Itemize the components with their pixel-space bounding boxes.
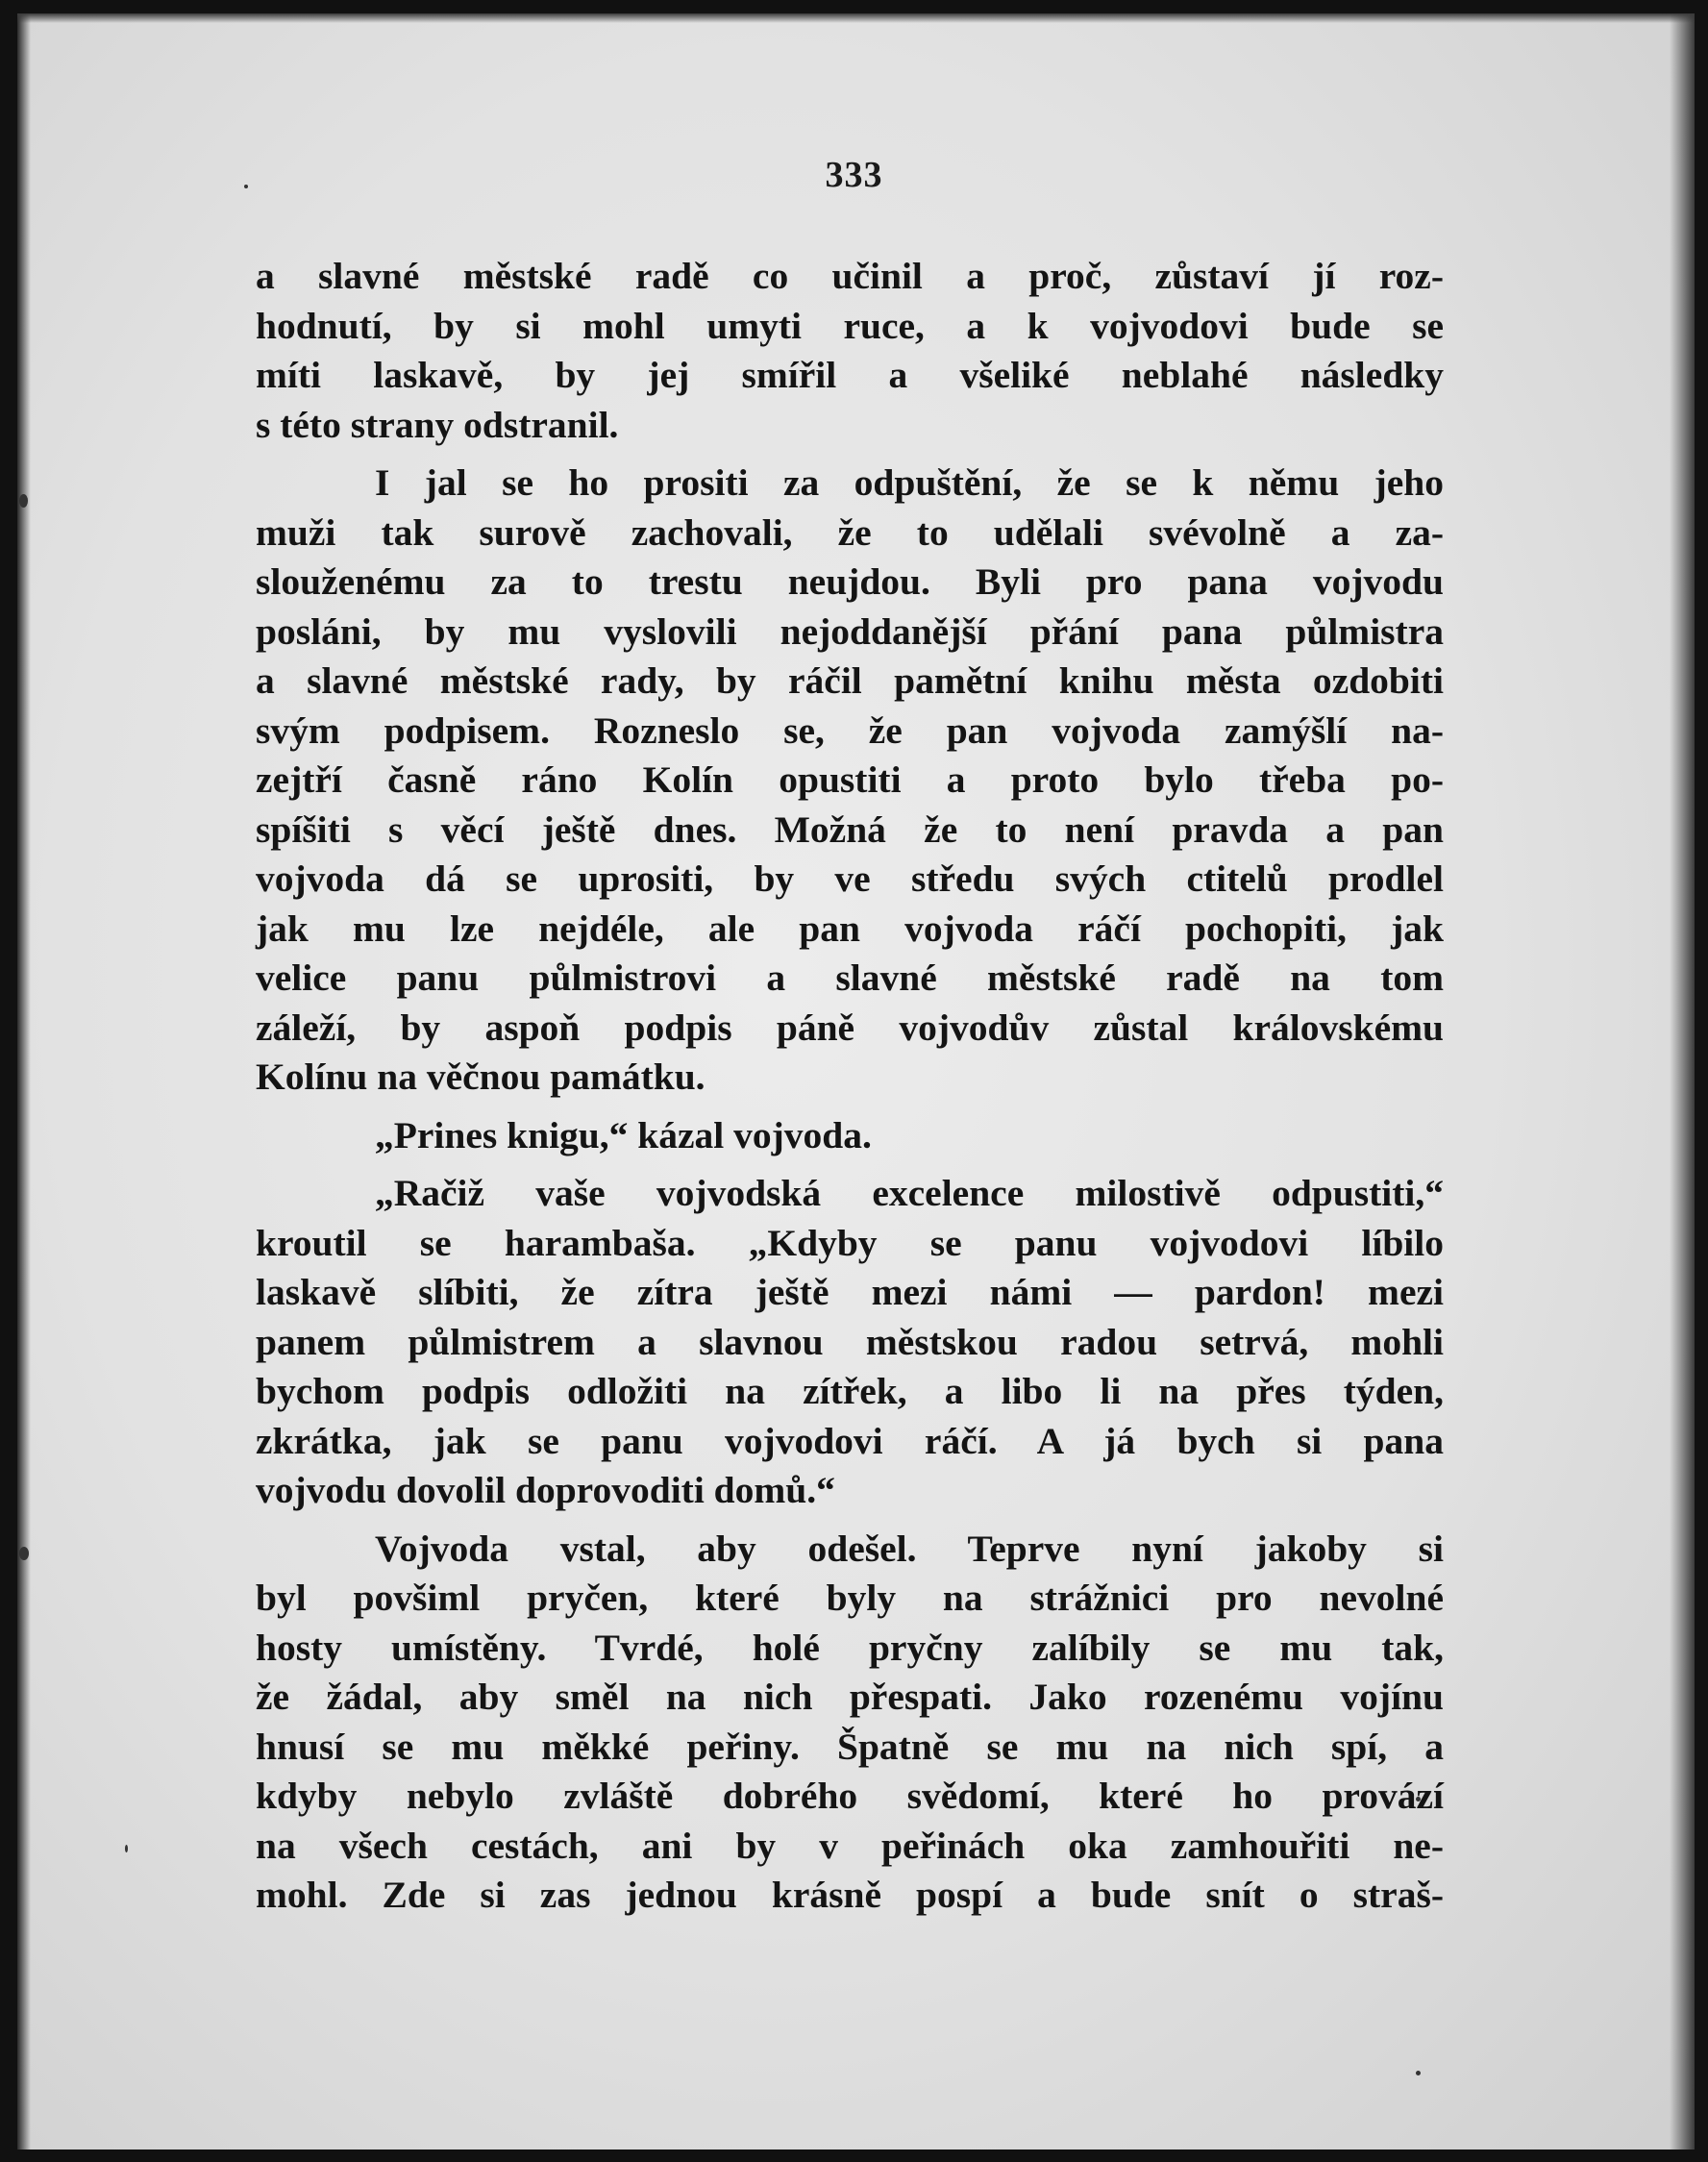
text-line: panem půlmistrem a slavnou městskou radou setrvá, mohli	[256, 1320, 1444, 1363]
page-number: 333	[825, 155, 883, 195]
paragraph	[256, 1111, 1444, 1161]
page-edge-shadow-top	[17, 13, 1695, 23]
scan-speck	[19, 1547, 29, 1560]
text-line: kdyby nebylo zvláště dobrého svědomí, které ho provází	[256, 1775, 1444, 1817]
text-line: zkrátka, jak se panu vojvodovi ráčí. A já bych si pana	[256, 1419, 1444, 1462]
text-line: že žádal, aby směl na nich přespati. Jako rozenému vojínu	[256, 1676, 1444, 1718]
text-line: záleží, by aspoň podpis páně vojvodův zůstal královskému	[256, 1006, 1444, 1049]
text-line: bychom podpis odložiti na zítřek, a libo li na přes týden,	[256, 1370, 1444, 1412]
text-line: velice panu půlmistrovi a slavné městské radě na tom	[256, 957, 1444, 999]
text-line: a slavné městské radě co učinil a proč, zůstaví jí roz-	[256, 255, 1444, 297]
text-line: spíšiti s věcí ještě dnes. Možná že to není pravda a pan	[256, 808, 1444, 851]
paragraph	[256, 252, 1444, 450]
text-line: Vojvoda vstal, aby odešel. Teprve nyní jakoby si	[375, 1527, 1444, 1570]
text-line: slouženému za to trestu neujdou. Byli pro pana vojvodu	[256, 560, 1444, 603]
page-edge-shadow-right	[1670, 13, 1695, 2150]
paragraph	[256, 1169, 1444, 1516]
text-line: byl povšiml pryčen, které byly na strážnici pro nevolné	[256, 1577, 1444, 1619]
text-line: kroutil se harambaša. „Kdyby se panu vojvodovi líbilo	[256, 1221, 1444, 1264]
scan-speck	[19, 494, 28, 508]
text-line: muži tak surově zachovali, že to udělali svévolně a za-	[256, 510, 1444, 554]
text-line: vojvoda dá se uprositi, by ve středu svých ctitelů prodlel	[256, 857, 1444, 900]
text-line: na všech cestách, ani by v peřinách oka zamhouřiti ne-	[256, 1824, 1444, 1867]
text-line: hodnutí, by si mohl umyti ruce, a k vojvodovi bude se	[256, 304, 1444, 347]
paragraph	[256, 459, 1444, 1103]
text-line: hosty umístěny. Tvrdé, holé pryčny zalíbily se mu tak,	[256, 1626, 1444, 1669]
text-line: posláni, by mu vyslovili nejoddanější přání pana půlmistra	[256, 609, 1444, 653]
text-line: vojvodu dovolil doprovoditi domů.“	[256, 1469, 835, 1511]
text-line: a slavné městské rady, by ráčil pamětní knihu města ozdobiti	[256, 659, 1444, 702]
text-line: míti laskavě, by jej smířil a všeliké neblahé následky	[256, 354, 1444, 396]
paragraph	[256, 1525, 1444, 1921]
text-line: laskavě slíbiti, že zítra ještě mezi námi — pardon! mezi	[256, 1271, 1444, 1313]
text-line: hnusí se mu měkké peřiny. Špatně se mu na nich spí, a	[256, 1725, 1444, 1768]
scan-speck	[1416, 2071, 1421, 2075]
text-line: svým podpisem. Rozneslo se, že pan vojvoda zamýšlí na-	[256, 708, 1444, 752]
text-line: I jal se ho prositi za odpuštění, že se k němu jeho	[375, 461, 1444, 504]
scan-speck	[125, 1845, 128, 1852]
text-line: mohl. Zde si zas jednou krásně pospí a bude snít o straš-	[256, 1874, 1444, 1916]
text-line: jak mu lze nejdéle, ale pan vojvoda ráčí pochopiti, jak	[256, 907, 1444, 950]
text-line: „Prines knigu,“ kázal vojvoda.	[375, 1113, 872, 1156]
text-line: Kolínu na věčnou památku.	[256, 1056, 705, 1098]
text-line: zejtří časně ráno Kolín opustiti a proto bylo třeba po-	[256, 758, 1444, 801]
text-line: „Račiž vaše vojvodská excelence milostivě odpustiti,“	[375, 1172, 1444, 1214]
body-text	[256, 252, 1444, 1921]
page-edge-shadow-left	[17, 13, 31, 2150]
text-line: s této strany odstranil.	[256, 403, 619, 446]
